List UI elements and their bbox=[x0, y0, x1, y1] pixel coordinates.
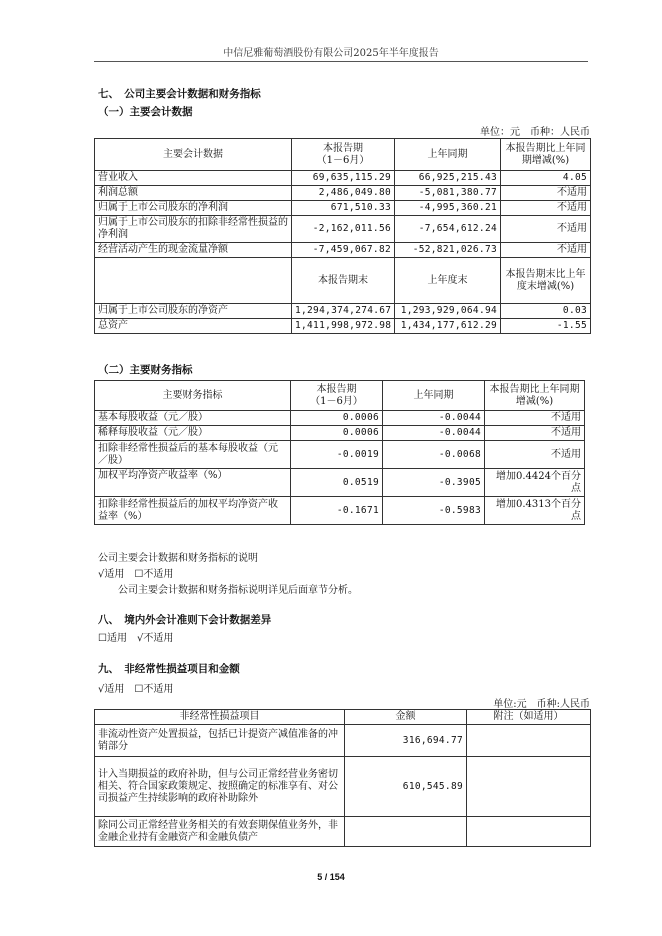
table-row bbox=[95, 725, 591, 757]
row-previous: -4,995,360.21 bbox=[395, 201, 501, 216]
subheader-previous: 上年度末 bbox=[395, 258, 501, 304]
row-change: 增加0.4424个百分点 bbox=[485, 469, 585, 497]
row-previous: -0.3905 bbox=[383, 469, 485, 497]
row-previous: -7,654,612.24 bbox=[395, 216, 501, 243]
row-previous: -0.0068 bbox=[383, 441, 485, 469]
table-row bbox=[95, 817, 591, 847]
row-change: 0.03 bbox=[501, 304, 591, 319]
section-7-subtitle-1: （一）主要会计数据 bbox=[98, 106, 193, 118]
row-current: -0.1671 bbox=[291, 497, 383, 525]
table-row bbox=[95, 243, 591, 258]
row-amount bbox=[345, 817, 467, 847]
main-financial-indicators-table bbox=[94, 380, 585, 525]
row-previous: -0.0044 bbox=[383, 426, 485, 441]
page-number: 5 / 154 bbox=[317, 872, 345, 882]
row-item: 除同公司正常经营业务相关的有效套期保值业务外，非金融企业持有金融资产和金融负债产 bbox=[95, 817, 345, 847]
table-row bbox=[95, 411, 585, 426]
row-change: 不适用 bbox=[485, 411, 585, 426]
row-current: 69,635,115.29 bbox=[292, 171, 395, 186]
row-previous: -0.5983 bbox=[383, 497, 485, 525]
table-row bbox=[95, 171, 591, 186]
table-header-row bbox=[95, 710, 591, 725]
row-current: 0.0006 bbox=[291, 411, 383, 426]
table-row bbox=[95, 757, 591, 817]
row-change: 不适用 bbox=[485, 441, 585, 469]
row-item: 营业收入 bbox=[95, 171, 292, 186]
unit-label-2: 单位:元 币种:人民币 bbox=[493, 699, 590, 710]
header-item: 主要会计数据 bbox=[95, 139, 292, 171]
row-previous: 66,925,215.43 bbox=[395, 171, 501, 186]
section-8-applicable-check: ☐适用 √不适用 bbox=[98, 633, 174, 644]
header-change: 本报告期比上年同期增减(%) bbox=[501, 139, 591, 171]
row-change: 4.05 bbox=[501, 171, 591, 186]
section-7-title: 七、 公司主要会计数据和财务指标 bbox=[98, 88, 261, 100]
row-item: 基本每股收益（元／股） bbox=[95, 411, 291, 426]
table-header-row bbox=[95, 139, 591, 171]
non-recurring-items-table bbox=[94, 709, 591, 847]
section-7-subtitle-2: （二）主要财务指标 bbox=[98, 364, 193, 376]
row-change: 不适用 bbox=[501, 201, 591, 216]
row-item: 扣除非经常性损益后的基本每股收益（元／股） bbox=[95, 441, 291, 469]
row-current: 2,486,049.80 bbox=[292, 186, 395, 201]
row-note bbox=[467, 757, 591, 817]
header-divider bbox=[94, 61, 588, 62]
table-row bbox=[95, 497, 585, 525]
header-item: 主要财务指标 bbox=[95, 381, 291, 411]
table-row bbox=[95, 304, 591, 319]
row-change: 不适用 bbox=[501, 186, 591, 201]
row-current: -7,459,067.82 bbox=[292, 243, 395, 258]
table-subheader-row bbox=[95, 258, 591, 304]
subheader-empty bbox=[95, 258, 292, 304]
row-item: 利润总额 bbox=[95, 186, 292, 201]
row-previous: -5,081,380.77 bbox=[395, 186, 501, 201]
row-item: 稀释每股收益（元／股） bbox=[95, 426, 291, 441]
row-item: 经营活动产生的现金流量净额 bbox=[95, 243, 292, 258]
section-9-title: 九、 非经常性损益项目和金额 bbox=[98, 663, 240, 675]
header-current: 本报告期 （1－6月） bbox=[291, 381, 383, 411]
row-change: 不适用 bbox=[501, 216, 591, 243]
row-item: 归属于上市公司股东的净利润 bbox=[95, 201, 292, 216]
subheader-change: 本报告期末比上年度末增减(%) bbox=[501, 258, 591, 304]
table-row bbox=[95, 319, 591, 334]
row-note bbox=[467, 725, 591, 757]
row-current: -0.0019 bbox=[291, 441, 383, 469]
header-change: 本报告期比上年同期增减(%) bbox=[485, 381, 585, 411]
header-note: 附注（如适用） bbox=[467, 710, 591, 725]
row-current: 0.0519 bbox=[291, 469, 383, 497]
row-change: 不适用 bbox=[485, 426, 585, 441]
row-amount: 610,545.89 bbox=[345, 757, 467, 817]
table-row bbox=[95, 441, 585, 469]
row-amount: 316,694.77 bbox=[345, 725, 467, 757]
note-title: 公司主要会计数据和财务指标的说明 bbox=[98, 553, 258, 564]
section-8-title: 八、 境内外会计准则下会计数据差异 bbox=[98, 614, 272, 626]
header-previous: 上年同期 bbox=[383, 381, 485, 411]
header-item: 非经常性损益项目 bbox=[95, 710, 345, 725]
table-row bbox=[95, 216, 591, 243]
unit-label-1: 单位：元 币种：人民币 bbox=[480, 127, 590, 138]
row-current: 1,411,998,972.98 bbox=[292, 319, 395, 334]
row-note bbox=[467, 817, 591, 847]
row-item: 总资产 bbox=[95, 319, 292, 334]
table-row bbox=[95, 426, 585, 441]
row-current: 671,510.33 bbox=[292, 201, 395, 216]
row-previous: -0.0044 bbox=[383, 411, 485, 426]
row-change: 不适用 bbox=[501, 243, 591, 258]
row-current: 1,294,374,274.67 bbox=[292, 304, 395, 319]
row-change: -1.55 bbox=[501, 319, 591, 334]
table-row bbox=[95, 186, 591, 201]
note-applicable-check: √适用 ☐不适用 bbox=[98, 569, 174, 580]
header-current: 本报告期 （1－6月） bbox=[292, 139, 395, 171]
row-previous: 1,434,177,612.29 bbox=[395, 319, 501, 334]
row-change: 增加0.4313个百分点 bbox=[485, 497, 585, 525]
row-previous: 1,293,929,064.94 bbox=[395, 304, 501, 319]
row-current: -2,162,011.56 bbox=[292, 216, 395, 243]
table-row bbox=[95, 469, 585, 497]
header-previous: 上年同期 bbox=[395, 139, 501, 171]
row-item: 归属于上市公司股东的净资产 bbox=[95, 304, 292, 319]
page-header: 中信尼雅葡萄酒股份有限公司2025年半年度报告 bbox=[223, 48, 439, 59]
row-previous: -52,821,026.73 bbox=[395, 243, 501, 258]
row-item: 归属于上市公司股东的扣除非经常性损益的净利润 bbox=[95, 216, 292, 243]
row-current: 0.0006 bbox=[291, 426, 383, 441]
row-item: 计入当期损益的政府补助，但与公司正常经营业务密切相关、符合国家政策规定、按照确定的标准享有、对公司损益产生持续影响的政府补助除外 bbox=[95, 757, 345, 817]
note-text: 公司主要会计数据和财务指标说明详见后面章节分析。 bbox=[118, 585, 358, 596]
row-item: 加权平均净资产收益率（%） bbox=[95, 469, 291, 497]
row-item: 非流动性资产处置损益，包括已计提资产减值准备的冲销部分 bbox=[95, 725, 345, 757]
subheader-current: 本报告期末 bbox=[292, 258, 395, 304]
header-amount: 金额 bbox=[345, 710, 467, 725]
row-item: 扣除非经常性损益后的加权平均净资产收益率（%） bbox=[95, 497, 291, 525]
main-accounting-data-table bbox=[94, 138, 591, 334]
table-header-row bbox=[95, 381, 585, 411]
table-row bbox=[95, 201, 591, 216]
section-9-applicable-check: √适用 ☐不适用 bbox=[98, 684, 174, 695]
